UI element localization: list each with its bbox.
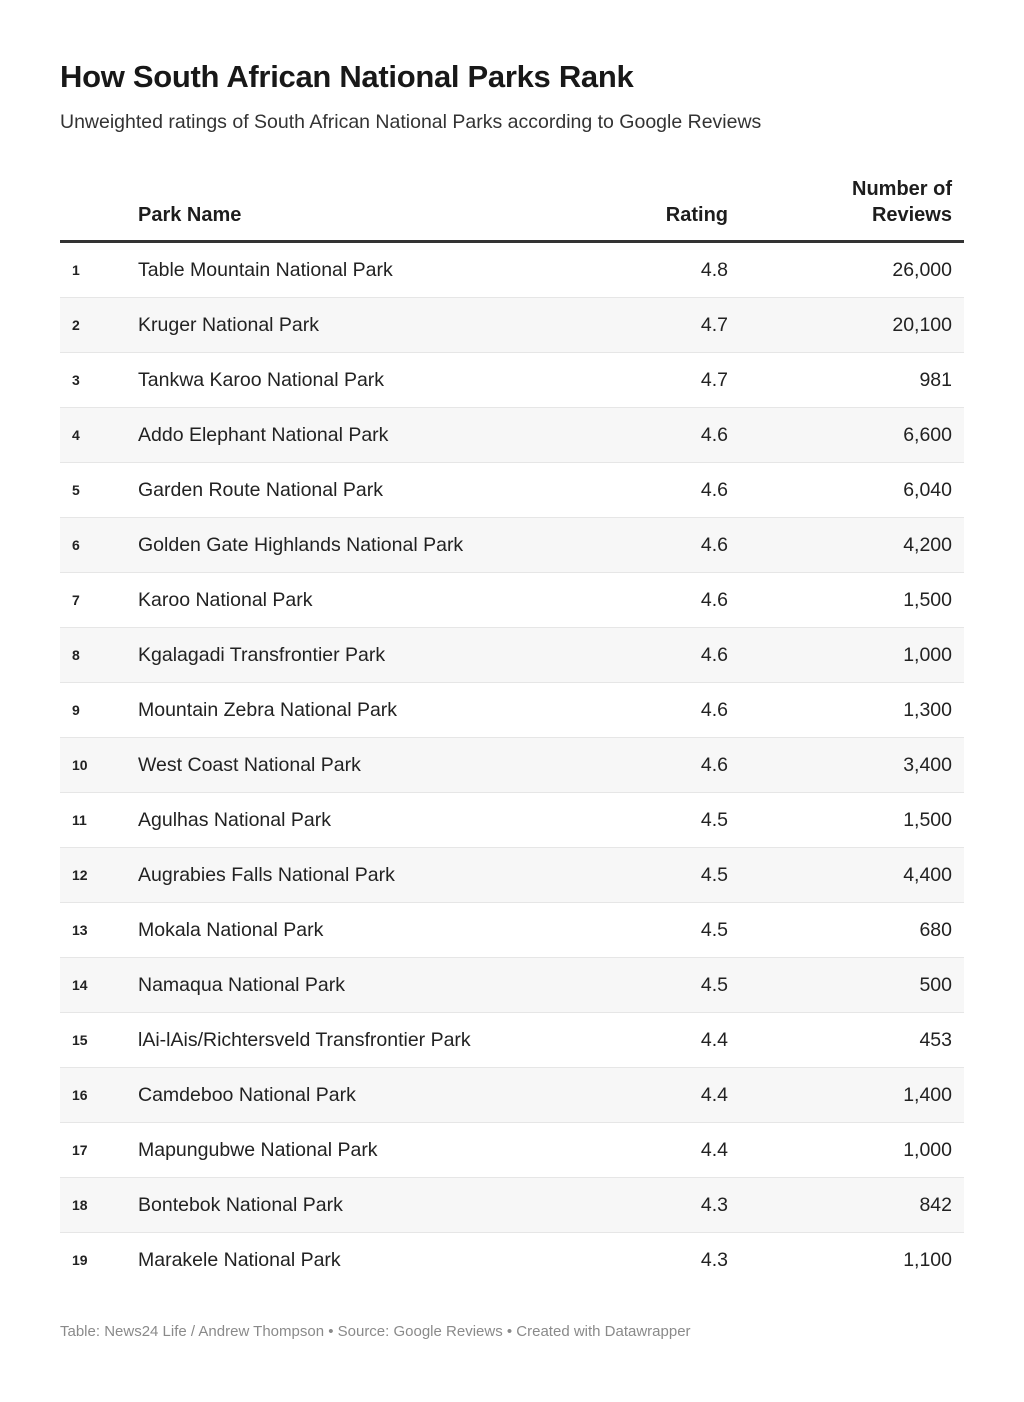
cell-reviews: 20,100 <box>728 298 964 353</box>
header-rating: Rating <box>640 176 728 242</box>
table-header-row <box>60 176 964 242</box>
cell-reviews: 842 <box>728 1178 964 1233</box>
cell-rank: 9 <box>60 683 138 738</box>
cell-rating: 4.8 <box>640 242 728 298</box>
cell-rating: 4.4 <box>640 1068 728 1123</box>
table-row <box>60 463 964 518</box>
table-row <box>60 353 964 408</box>
table-chart <box>60 58 964 1287</box>
cell-rating: 4.6 <box>640 683 728 738</box>
cell-rating: 4.6 <box>640 518 728 573</box>
cell-rank: 6 <box>60 518 138 573</box>
table-row <box>60 958 964 1013</box>
cell-park-name: Tankwa Karoo National Park <box>138 353 640 408</box>
cell-reviews: 26,000 <box>728 242 964 298</box>
cell-rating: 4.7 <box>640 298 728 353</box>
table-row <box>60 518 964 573</box>
table-row <box>60 1013 964 1068</box>
cell-reviews: 1,500 <box>728 573 964 628</box>
cell-reviews: 981 <box>728 353 964 408</box>
cell-rank: 15 <box>60 1013 138 1068</box>
cell-rank: 19 <box>72 1252 88 1268</box>
cell-rating: 4.5 <box>640 793 728 848</box>
cell-reviews: 6,040 <box>728 463 964 518</box>
cell-rating: 4.6 <box>640 573 728 628</box>
cell-rating: 4.6 <box>640 738 728 793</box>
cell-park-name: Kruger National Park <box>138 298 640 353</box>
cell-rating: 4.6 <box>640 463 728 518</box>
cell-rating: 4.4 <box>640 1123 728 1178</box>
parks-table <box>60 176 964 1287</box>
cell-park-name: Karoo National Park <box>138 573 640 628</box>
table-row <box>60 1068 964 1123</box>
cell-rank: 14 <box>60 958 138 1013</box>
cell-reviews: 6,600 <box>728 408 964 463</box>
cell-reviews: 1,400 <box>728 1068 964 1123</box>
cell-rating: 4.6 <box>640 628 728 683</box>
chart-title: How South African National Parks Rank <box>60 59 634 94</box>
cell-reviews: 4,400 <box>728 848 964 903</box>
header-rank <box>60 176 138 242</box>
cell-reviews: 453 <box>728 1013 964 1068</box>
cell-park-name: Marakele National Park <box>138 1249 341 1271</box>
cell-reviews: 1,300 <box>728 683 964 738</box>
cell-park-name: Mokala National Park <box>138 903 640 958</box>
cell-park-name: Namaqua National Park <box>138 958 640 1013</box>
table-row <box>60 848 964 903</box>
cell-park-name: lAi-lAis/Richtersveld Transfrontier Park <box>138 1013 640 1068</box>
cell-rank: 13 <box>60 903 138 958</box>
cell-park-name: Golden Gate Highlands National Park <box>138 518 640 573</box>
table-row <box>60 408 964 463</box>
chart-subtitle: Unweighted ratings of South African National Parks according to Google Reviews <box>60 111 762 133</box>
cell-rank: 7 <box>60 573 138 628</box>
table-row <box>60 793 964 848</box>
cell-rank: 18 <box>60 1178 138 1233</box>
cell-reviews: 1,100 <box>903 1249 952 1271</box>
cell-rating: 4.6 <box>640 408 728 463</box>
cell-reviews: 500 <box>728 958 964 1013</box>
cell-reviews: 1,500 <box>728 793 964 848</box>
cell-rating: 4.7 <box>640 353 728 408</box>
cell-park-name: Garden Route National Park <box>138 463 640 518</box>
table-row <box>60 242 964 298</box>
cell-rank: 2 <box>60 298 138 353</box>
cell-park-name: Kgalagadi Transfrontier Park <box>138 628 640 683</box>
table-row <box>60 628 964 683</box>
cell-rank: 3 <box>60 353 138 408</box>
cell-reviews: 1,000 <box>728 628 964 683</box>
cell-park-name: Bontebok National Park <box>138 1178 640 1233</box>
cell-park-name: Addo Elephant National Park <box>138 408 640 463</box>
cell-rating: 4.3 <box>640 1178 728 1233</box>
cell-rank: 1 <box>60 242 138 298</box>
table-row <box>60 573 964 628</box>
header-number-of-reviews: Number of Reviews <box>728 176 964 242</box>
cell-reviews: 4,200 <box>728 518 964 573</box>
cell-rank: 10 <box>60 738 138 793</box>
cell-park-name: Mapungubwe National Park <box>138 1123 640 1178</box>
cell-rank: 4 <box>60 408 138 463</box>
cell-park-name: West Coast National Park <box>138 738 640 793</box>
cell-rank: 5 <box>60 463 138 518</box>
cell-rank: 17 <box>60 1123 138 1178</box>
cell-park-name: Camdeboo National Park <box>138 1068 640 1123</box>
table-row <box>60 1123 964 1178</box>
table-row <box>60 903 964 958</box>
table-body <box>60 242 964 1288</box>
cell-rating: 4.4 <box>640 1013 728 1068</box>
table-row <box>60 298 964 353</box>
header-park-name: Park Name <box>138 176 640 242</box>
table-row <box>60 683 964 738</box>
cell-rating: 4.5 <box>640 903 728 958</box>
cell-reviews: 680 <box>728 903 964 958</box>
cell-rank: 11 <box>60 793 138 848</box>
cell-park-name: Table Mountain National Park <box>138 242 640 298</box>
cell-rank: 12 <box>60 848 138 903</box>
cell-reviews: 3,400 <box>728 738 964 793</box>
chart-footer: Table: News24 Life / Andrew Thompson • Source: Google Reviews • Created with Datawrapper <box>60 1323 691 1340</box>
table-row <box>60 738 964 793</box>
cell-rating: 4.3 <box>700 1249 728 1271</box>
cell-rating: 4.5 <box>640 848 728 903</box>
cell-rating: 4.5 <box>640 958 728 1013</box>
cell-park-name: Augrabies Falls National Park <box>138 848 640 903</box>
cell-reviews: 1,000 <box>728 1123 964 1178</box>
cell-park-name: Mountain Zebra National Park <box>138 683 640 738</box>
table-row <box>60 1178 964 1233</box>
table-row <box>60 1233 964 1288</box>
cell-rank: 8 <box>60 628 138 683</box>
cell-park-name: Agulhas National Park <box>138 793 640 848</box>
cell-rank: 16 <box>60 1068 138 1123</box>
